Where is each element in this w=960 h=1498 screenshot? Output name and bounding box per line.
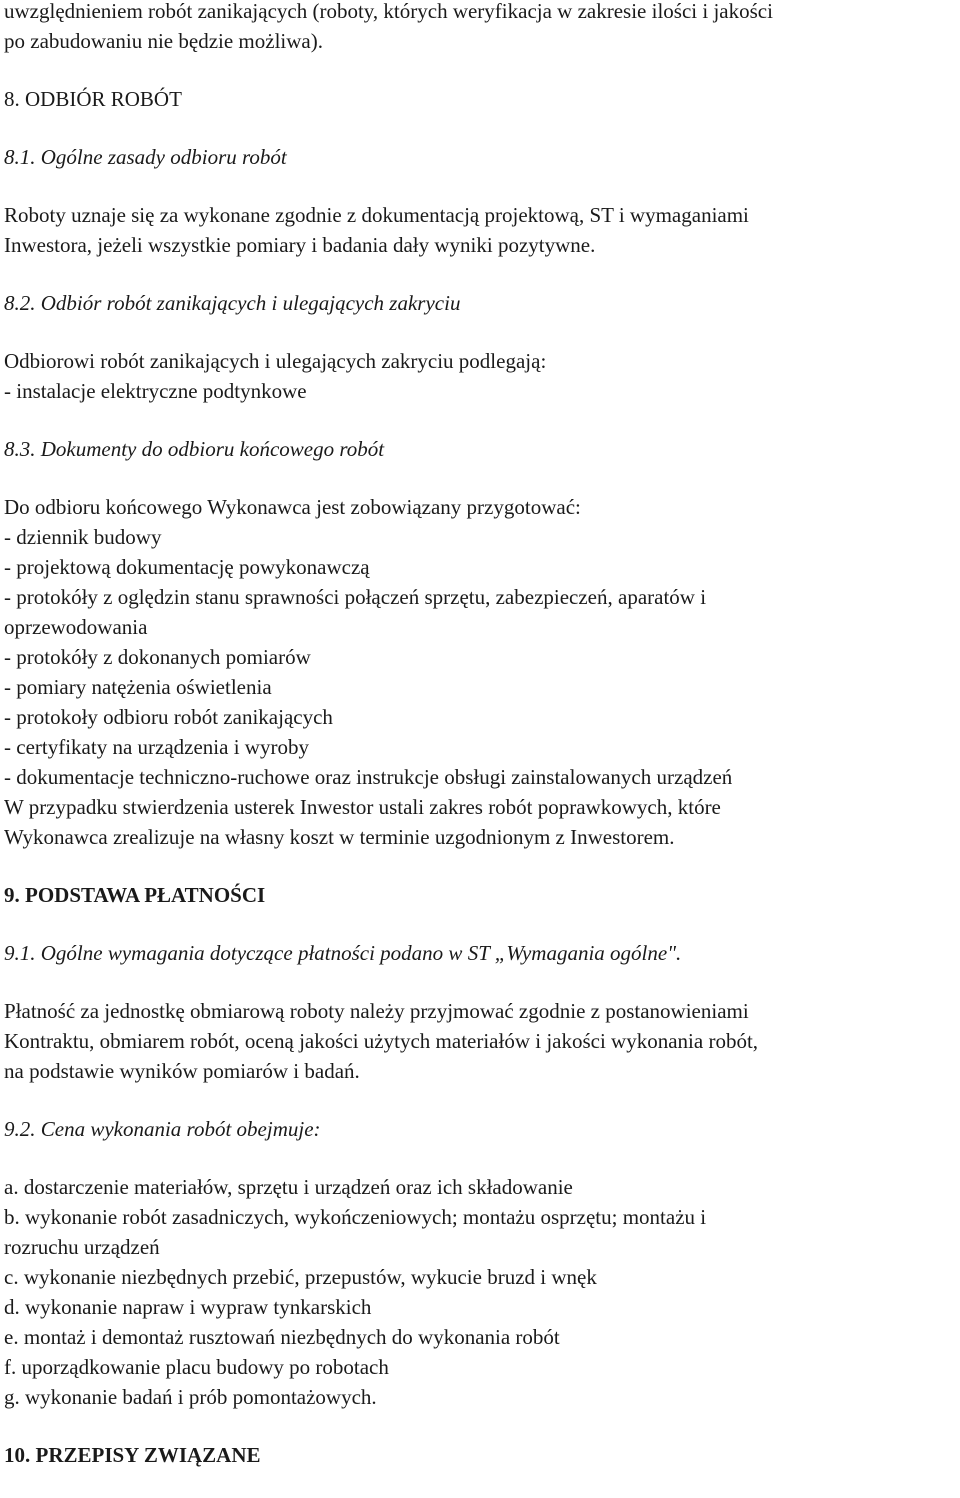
subsection-9-2-title: 9.2. Cena wykonania robót obejmuje: xyxy=(4,1117,321,1141)
text-line: Odbiorowi robót zanikających i ulegających zakryciu podlegają: xyxy=(4,349,547,373)
text-line: Wykonawca zrealizuje na własny koszt w terminie uzgodnionym z Inwestorem. xyxy=(4,825,675,849)
list-item: - instalacje elektryczne podtynkowe xyxy=(4,379,307,403)
subsection-8-2-title: 8.2. Odbiór robót zanikających i ulegających zakryciu xyxy=(4,291,461,315)
list-item: - dokumentacje techniczno-ruchowe oraz instrukcje obsługi zainstalowanych urządzeń xyxy=(4,765,733,789)
document-page xyxy=(4,0,956,1470)
list-item: b. wykonanie robót zasadniczych, wykończeniowych; montażu osprzętu; montażu i xyxy=(4,1205,707,1229)
subsection-8-1-title: 8.1. Ogólne zasady odbioru robót xyxy=(4,145,287,169)
list-item: - protokóły z oględzin stanu sprawności połączeń sprzętu, zabezpieczeń, aparatów i xyxy=(4,585,707,609)
list-item: c. wykonanie niezbędnych przebić, przepustów, wykucie bruzd i wnęk xyxy=(4,1265,597,1289)
list-item: e. montaż i demontaż rusztowań niezbędnych do wykonania robót xyxy=(4,1325,560,1349)
text-line: po zabudowaniu nie będzie możliwa). xyxy=(4,29,323,53)
text-line: Płatność za jednostkę obmiarową roboty należy przyjmować zgodnie z postanowieniami xyxy=(4,999,749,1023)
intro-paragraph xyxy=(4,0,956,56)
text-line: na podstawie wyników pomiarów i badań. xyxy=(4,1059,360,1083)
text-line: W przypadku stwierdzenia usterek Inwestor ustali zakres robót poprawkowych, które xyxy=(4,795,721,819)
subsection-8-2-body xyxy=(4,346,956,406)
subsection-9-1-title: 9.1. Ogólne wymagania dotyczące płatności podano w ST „Wymagania ogólne". xyxy=(4,941,682,965)
section-10-heading: 10. PRZEPISY ZWIĄZANE xyxy=(4,1443,261,1467)
list-item: a. dostarczenie materiałów, sprzętu i urządzeń oraz ich składowanie xyxy=(4,1175,573,1199)
text-line: Roboty uznaje się za wykonane zgodnie z dokumentacją projektową, ST i wymaganiami xyxy=(4,203,749,227)
list-item: - protokoły odbioru robót zanikających xyxy=(4,705,333,729)
text-line: uwzględnieniem robót zanikających (roboty, których weryfikacja w zakresie ilości i jakości xyxy=(4,0,773,23)
list-item: - certyfikaty na urządzenia i wyroby xyxy=(4,735,309,759)
list-item: - projektową dokumentację powykonawczą xyxy=(4,555,370,579)
list-item: f. uporządkowanie placu budowy po robotach xyxy=(4,1355,389,1379)
subsection-8-3-body xyxy=(4,492,956,852)
list-item: oprzewodowania xyxy=(4,615,148,639)
text-line: Do odbioru końcowego Wykonawca jest zobowiązany przygotować: xyxy=(4,495,581,519)
list-item: - protokóły z dokonanych pomiarów xyxy=(4,645,311,669)
section-8-heading: 8. ODBIÓR ROBÓT xyxy=(4,87,182,111)
list-item: rozruchu urządzeń xyxy=(4,1235,160,1259)
subsection-9-2-body xyxy=(4,1172,956,1412)
list-item: g. wykonanie badań i prób pomontażowych. xyxy=(4,1385,377,1409)
subsection-9-1-body xyxy=(4,996,956,1086)
text-line: Inwestora, jeżeli wszystkie pomiary i badania dały wyniki pozytywne. xyxy=(4,233,596,257)
section-9-heading: 9. PODSTAWA PŁATNOŚCI xyxy=(4,883,266,907)
subsection-8-1-body xyxy=(4,200,956,260)
list-item: - dziennik budowy xyxy=(4,525,162,549)
text-line: Kontraktu, obmiarem robót, oceną jakości użytych materiałów i jakości wykonania robót, xyxy=(4,1029,759,1053)
list-item: - pomiary natężenia oświetlenia xyxy=(4,675,272,699)
list-item: d. wykonanie napraw i wypraw tynkarskich xyxy=(4,1295,372,1319)
subsection-8-3-title: 8.3. Dokumenty do odbioru końcowego robót xyxy=(4,437,385,461)
